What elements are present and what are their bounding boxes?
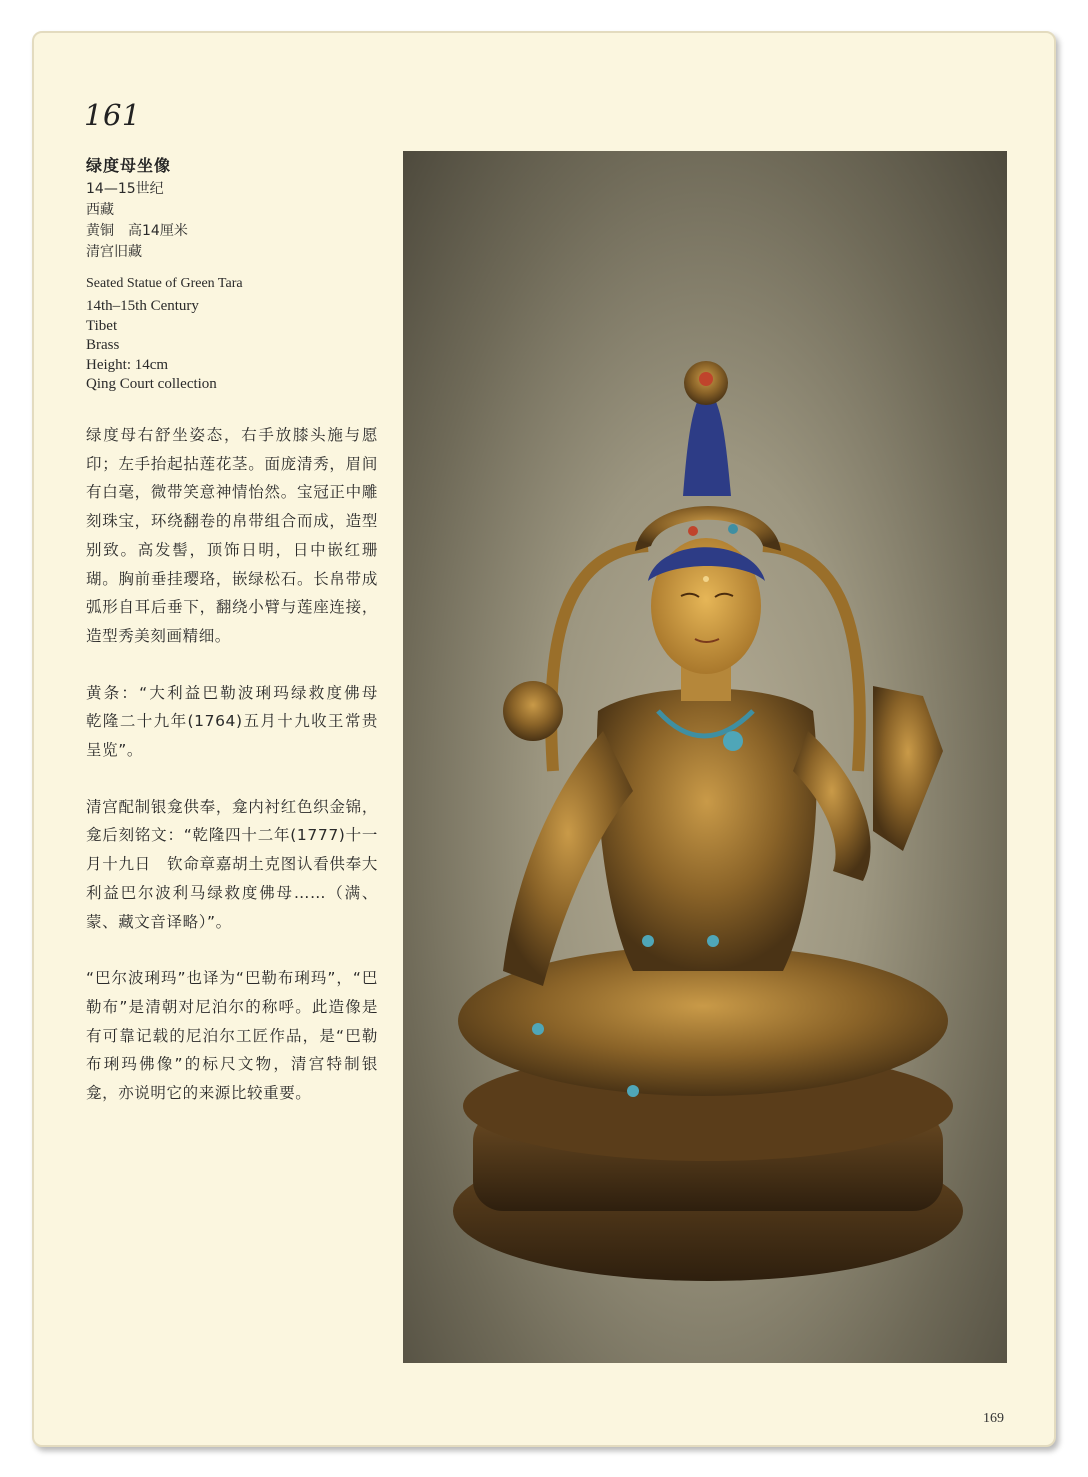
page (32, 31, 1056, 1447)
description (86, 421, 395, 1136)
meta-zh-material: 黄铜 高14厘米 (86, 223, 188, 239)
meta-zh-origin: 西藏 (86, 202, 114, 218)
meta-en-date: 14th–15th Century (86, 298, 199, 314)
page-number: 169 (983, 1411, 1004, 1426)
green-tara-statue-image (403, 151, 1007, 1363)
meta-zh-date: 14—15世纪 (86, 181, 164, 197)
statue-photograph (403, 151, 1007, 1363)
description-paragraph: 清宫配制银龛供奉，龛内衬红色织金锦，龛后刻铭文：“乾隆四十二年(1777)十一月十九日 钦命章嘉胡土克图认看供奉大利益巴尔波利马绿救度佛母……（满、蒙、藏文音译略）”。 (86, 797, 378, 931)
title-english: Seated Statue of Green Tara (86, 276, 243, 291)
meta-en-origin: Tibet (86, 317, 118, 334)
description-paragraph: 黄条：“大利益巴勒波琍玛绿救度佛母 乾隆二十九年(1764)五月十九收王常贵呈览”。 (86, 683, 395, 760)
meta-en-height: Height: 14cm (86, 356, 169, 373)
plate-number: 161 (84, 98, 141, 132)
meta-en-collection: Qing Court collection (86, 376, 217, 393)
metadata-english (86, 297, 217, 395)
meta-en-material: Brass (86, 337, 120, 354)
meta-zh-collection: 清宫旧藏 (86, 244, 142, 260)
title-chinese: 绿度母坐像 (86, 156, 172, 175)
description-paragraph: 绿度母右舒坐姿态，右手放膝头施与愿印；左手抬起拈莲花茎。面庞清秀，眉间有白毫，微带笑意神情怡然。宝冠正中雕刻珠宝，环绕翻卷的帛带组合而成，造型别致。高发髻，顶饰日明，日中嵌红珊瑚。胸前垂挂璎珞，嵌绿松石。长帛带成弧形自耳后垂下，翻绕小臂与莲座连接，造型秀美刻画精细。 (86, 426, 378, 645)
description-paragraph: “巴尔波琍玛”也译为“巴勒布琍玛”，“巴勒布”是清朝对尼泊尔的称呼。此造像是有可靠记载的尼泊尔工匠作品，是“巴勒布琍玛佛像”的标尺文物，清宫特制银龛，亦说明它的来源比较重要。 (86, 969, 378, 1103)
metadata-chinese (86, 179, 188, 263)
